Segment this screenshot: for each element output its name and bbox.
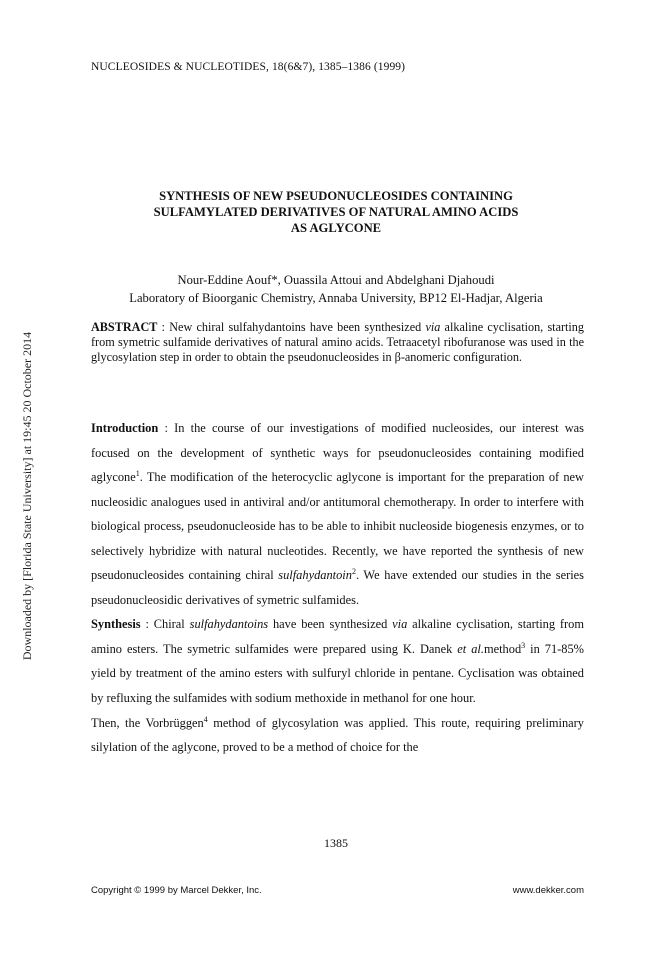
reference-2: 2 (351, 567, 356, 577)
synthesis-label: Synthesis (91, 617, 141, 632)
download-watermark (4, 296, 34, 696)
synthesis-text-3: alkaline cyclisation, starting from amino esters. The symetric sulfamides were prepared using K. Danek (91, 617, 585, 656)
synthesis-text-1: Chiral (153, 617, 190, 632)
abstract-text-2: alkaline cyclisation, starting from symetric sulfamide derivatives of natural amino acids. Tetraacetyl ribofuranose was used in the glycosylation step in order to obtain the pseudonucleosides in β-anomeric configuration. (91, 320, 584, 365)
abstract-via: via (425, 320, 441, 334)
then-text-1: Then, the Vorbrüggen (91, 715, 204, 730)
title-line-1: SYNTHESIS OF NEW PSEUDONUCLEOSIDES CONTAINING (159, 189, 513, 203)
author-names: Nour-Eddine Aouf*, Ouassila Attoui and Abdelghani Djahoudi (177, 273, 495, 287)
body-text (91, 416, 584, 760)
abstract-label: ABSTRACT (91, 320, 158, 334)
introduction-separator: : (158, 421, 175, 435)
abstract-separator: : (157, 320, 170, 334)
synthesis-text-5: in 71-85% yield by treatment of the amino esters with sulfuryl chloride in pentane. Cyclisation was obtained by refluxing the sulfamides with sodium methoxide in methanol for one hour. (91, 641, 585, 706)
copyright-notice: Copyright © 1999 by Marcel Dekker, Inc. (91, 885, 262, 896)
introduction-text-2: . The modification of the heterocyclic aglycone is important for the preparation of new nucleosidic analogues used in antiviral and/or antitumoral chemotherapy. In order to interfere with biological process, pseudonucleoside has to be able to inhibit nucleoside biogenesis enzymes, or to selectively hybridize with natural nucleotides. Recently, we have reported the synthesis of new pseudonucleosides containing chiral (91, 470, 584, 583)
abstract (91, 320, 584, 366)
paper-title (70, 188, 602, 236)
introduction-paragraph (91, 416, 584, 612)
introduction-label: Introduction (91, 421, 159, 435)
reference-4: 4 (203, 714, 208, 724)
affiliation: Laboratory of Bioorganic Chemistry, Annaba University, BP12 El-Hadjar, Algeria (129, 291, 543, 305)
then-text-2: method of glycosylation was applied. This route, requiring preliminary silylation of the aglycone, proved to be a method of choice for the (91, 715, 584, 755)
synthesis-text-2: have been synthesized (268, 617, 393, 632)
author-block (70, 271, 602, 307)
synthesis-paragraph (91, 612, 584, 710)
title-line-2: SULFAMYLATED DERIVATIVES OF NATURAL AMINO ACIDS (153, 205, 519, 219)
synthesis-via: via (392, 617, 408, 632)
title-line-3: AS AGLYCONE (290, 221, 382, 235)
download-note: Downloaded by [Florida State University] at 19:45 20 October 2014 (20, 331, 34, 661)
sulfahydantoins-term: sulfahydantoins (189, 617, 269, 632)
synthesis-separator: : (140, 617, 154, 632)
et-al-term: et al. (457, 641, 484, 656)
introduction-text-3: . We have extended our studies in the series pseudonucleosidic derivatives of symetric sulfamides. (91, 568, 584, 607)
journal-header: NUCLEOSIDES & NUCLEOTIDES, 18(6&7), 1385–1386 (1999) (91, 61, 406, 73)
abstract-text-1: New chiral sulfahydantoins have been synthesized (169, 320, 426, 334)
reference-1: 1 (135, 468, 140, 478)
synthesis-text-4: method (483, 641, 522, 656)
sulfahydantoin-term: sulfahydantoin (278, 568, 352, 583)
vorbruggen-paragraph (91, 711, 584, 760)
reference-3: 3 (521, 640, 526, 650)
introduction-text-1: In the course of our investigations of modified nucleosides, our interest was focused on the development of synthetic ways for pseudonucleosides containing modified aglycone (91, 421, 585, 485)
page-number: 1385 (324, 836, 348, 850)
publisher-website: www.dekker.com (512, 885, 584, 896)
